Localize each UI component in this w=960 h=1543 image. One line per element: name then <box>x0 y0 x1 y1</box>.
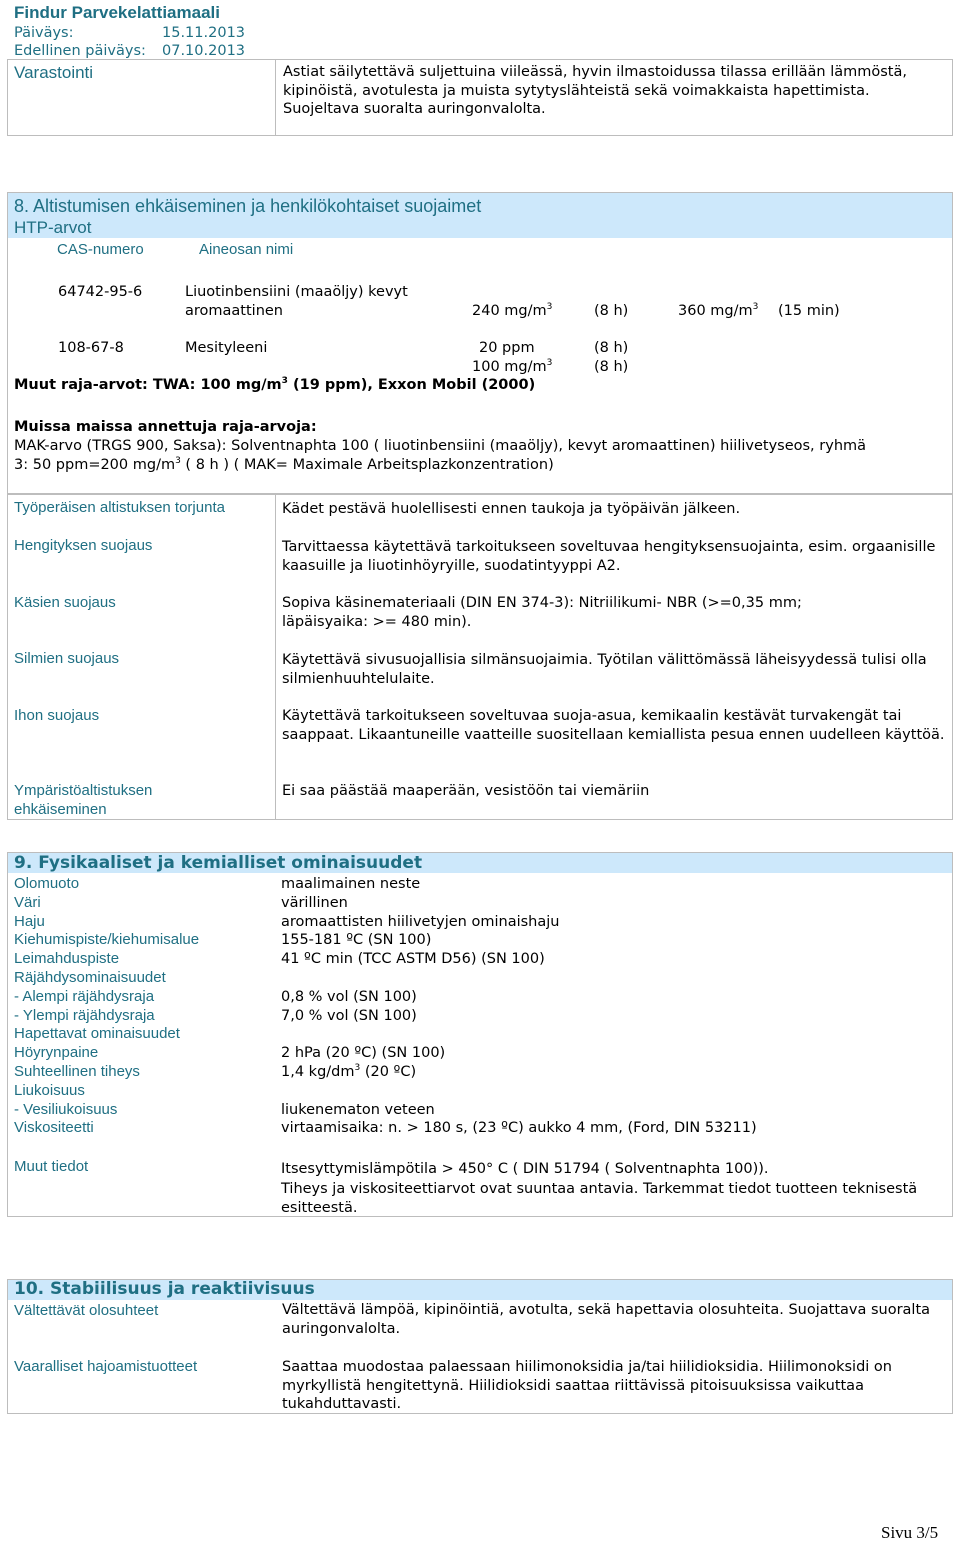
protection-text-work: Kädet pestävä huolellisesti ennen taukoja ja työpäivän jälkeen. <box>282 501 741 517</box>
property-value: värillinen <box>281 894 348 911</box>
property-label: Viskositeetti <box>14 1119 94 1137</box>
property-label: Leimahduspiste <box>14 950 120 968</box>
row1-name-line1: Liuotinbensiini (maaöljy) kevyt <box>185 284 408 300</box>
stability-text-decomposition: Saattaa muodostaa palaessaan hiilimonoksidia ja/tai hiilidioksidia. Hiilimonoksidi on myrkyllistä hengitettynä. Hiilidioksidi saattaa riittävissä pitoisuuksissa vaikuttaa tukahduttavasti. <box>282 1359 892 1412</box>
row1-time1: (8 h) <box>594 303 629 319</box>
protection-label-work: Työperäisen altistuksen torjunta <box>14 499 225 516</box>
row1-value2: 360 $mg/m^3$ <box>678 302 759 319</box>
property-value: 1,4 $kg/dm^3$ (20 ºC) <box>281 1063 417 1080</box>
row2-name: Mesityleeni <box>185 340 268 356</box>
protection-label-respiratory: Hengityksen suojaus <box>14 537 153 554</box>
property-label: Räjähdysominaisuudet <box>14 969 166 986</box>
protection-text-respiratory: Tarvittaessa käytettävä tarkoitukseen soveltuvaa hengityksensuojainta, esim. orgaanisille kaasuille ja liuotinhöyryille, suodatintyyppi A2. <box>282 539 936 574</box>
protection-text-hands: Sopiva käsinemateriaali (DIN EN 374-3): Nitriilikumi- NBR (>=0,35 mm; läpäisyaika: >= 480 min). <box>282 595 802 630</box>
mak-line2: 3: 50 ppm=200 $mg/m^3$ ( 8 h ) ( MAK= Maximale Arbeitsplazkonzentration) <box>14 456 554 473</box>
property-value: 155-181 ºC (SN 100) <box>281 932 432 949</box>
prev-date-value: 07.10.2013 <box>162 43 246 59</box>
protection-text-eyes: Käytettävä sivusuojallisia silmänsuojaimia. Työtilan välittömässä läheisyydessä tulisi olla silmienhuuhtelulaite. <box>282 652 927 687</box>
property-label: - Alempi räjähdysraja <box>14 987 155 1005</box>
property-label: Kiehumispiste/kiehumisalue <box>14 931 200 949</box>
property-label: Haju <box>14 912 45 930</box>
prev-date-label: Edellinen päiväys: <box>14 43 146 59</box>
storage-label: Varastointi <box>14 63 94 82</box>
other-info-line2: Tiheys ja viskositeettiarvot ovat suuntaa antavia. Tarkemmat tiedot tuotteen teknisestä esitteestä. <box>281 1181 918 1216</box>
storage-text: Astiat säilytettävä suljettuina viileässä, hyvin ilmastoidussa tilassa erillään lämmöstä, kipinöistä, avotulesta ja muista sytytyslähteistä sekä voimakkaista hapettimista. Suojeltava suoralta auringonvalolta. <box>283 64 907 117</box>
section8-title: 8. Altistumisen ehkäiseminen ja henkilökohtaiset suojaimet <box>14 196 482 216</box>
property-value: maalimainen neste <box>281 876 421 892</box>
property-value: aromaattisten hiilivetyjen ominaishaju <box>281 913 560 930</box>
mak-line1: MAK-arvo (TRGS 900, Saksa): Solventnaphta 100 ( liuotinbensiini (maaöljy), kevyt aromaattinen) hiilivetyseos, ryhmä <box>14 438 867 454</box>
property-value: liukenematon veteen <box>281 1101 435 1118</box>
date-value: 15.11.2013 <box>162 25 246 41</box>
property-value: 41 ºC min (TCC ASTM D56) (SN 100) <box>281 951 545 968</box>
section9-title: 9. Fysikaaliset ja kemialliset ominaisuudet <box>14 853 423 873</box>
stability-label-decomposition: Vaaralliset hajoamistuotteet <box>14 1358 198 1375</box>
property-label: Väri <box>14 893 41 911</box>
protection-label-env-line2: ehkäiseminen <box>14 801 107 818</box>
other-info-label: Muut tiedot <box>14 1158 89 1175</box>
property-label: Liukoisuus <box>14 1081 85 1099</box>
other-countries-title: Muissa maissa annettuja raja-arvoja: <box>14 419 317 435</box>
other-limits: Muut raja-arvot: TWA: 100 $mg/m^3$ (19 ppm), Exxon Mobil (2000) <box>14 376 536 393</box>
other-info-line1: Itsesyttymislämpötila > 450° C ( DIN 51794 ( Solventnaphta 100)). <box>281 1161 769 1177</box>
property-label: Olomuoto <box>14 875 80 892</box>
col-cas-header: CAS-numero <box>57 241 144 258</box>
row2-time1: (8 h) <box>594 340 629 356</box>
property-label: - Ylempi räjähdysraja <box>14 1006 155 1024</box>
row1-name-line2: aromaattinen <box>185 303 283 319</box>
stability-label-conditions: Vältettävät olosuhteet <box>14 1302 159 1319</box>
property-value: 0,8 % vol (SN 100) <box>281 988 417 1005</box>
protection-label-eyes: Silmien suojaus <box>14 650 120 667</box>
row2-time2: (8 h) <box>594 359 629 375</box>
row2-cas: 108-67-8 <box>58 340 124 356</box>
property-value: 2 hPa (20 ºC) (SN 100) <box>281 1045 446 1062</box>
row2-value1: 20 ppm <box>479 340 535 356</box>
protection-text-env: Ei saa päästää maaperään, vesistöön tai viemäriin <box>282 783 650 799</box>
col-name-header: Aineosan nimi <box>199 241 294 258</box>
row2-value2: 100 $mg/m^3$ <box>472 358 553 375</box>
date-label: Päiväys: <box>14 25 74 41</box>
stability-text-conditions: Vältettävä lämpöä, kipinöintiä, avotulta, sekä hapettavia olosuhteita. Suojattava suoralta auringonvalolta. <box>282 1302 931 1337</box>
protection-label-hands: Käsien suojaus <box>14 594 116 611</box>
product-name: Findur Parvekelattiamaali <box>14 3 220 22</box>
page-number: Sivu 3/5 <box>881 1523 939 1542</box>
htp-title: HTP-arvot <box>14 218 92 237</box>
row1-cas: 64742-95-6 <box>58 284 143 300</box>
property-label: - Vesiliukoisuus <box>14 1100 118 1118</box>
property-label: Höyrynpaine <box>14 1044 99 1062</box>
property-value: virtaamisaika: n. > 180 s, (23 ºC) aukko 4 mm, (Ford, DIN 53211) <box>281 1120 757 1137</box>
property-label: Hapettavat ominaisuudet <box>14 1025 180 1043</box>
protection-label-skin: Ihon suojaus <box>14 707 100 724</box>
row1-time2: (15 min) <box>778 303 840 319</box>
protection-label-env-line1: Ympäristöaltistuksen <box>14 782 153 799</box>
row1-value1: 240 $mg/m^3$ <box>472 302 553 319</box>
protection-text-skin: Käytettävä tarkoitukseen soveltuvaa suoja-asua, kemikaalin kestävät turvakengät tai saappaat. Likaantuneille vaatteille suositellaan kemiallista pesua ennen uudelleen käyttöä. <box>282 708 945 743</box>
section10-title: 10. Stabiilisuus ja reaktiivisuus <box>14 1279 315 1299</box>
property-label: Suhteellinen tiheys <box>14 1063 140 1080</box>
property-value: 7,0 % vol (SN 100) <box>281 1007 417 1024</box>
